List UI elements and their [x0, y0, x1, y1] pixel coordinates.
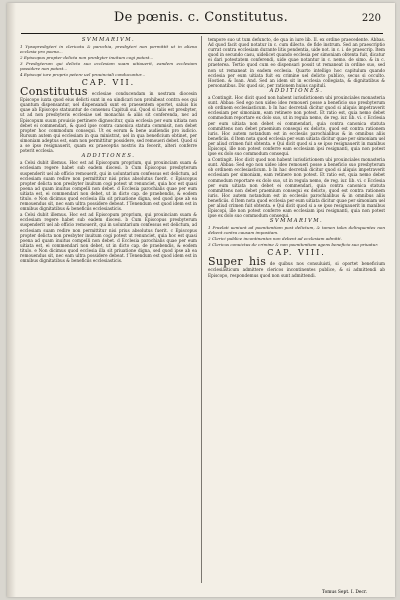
additions-title: ADDITIONES. — [81, 153, 136, 160]
column-separator — [201, 36, 202, 583]
summary-item: 4 Episcopi iure proprio petere uel prouinciali conducuntur... — [20, 72, 146, 78]
summary2-title: SVMMARIVM. — [269, 218, 324, 225]
incipit-word: Constitutus — [20, 85, 88, 99]
chapter2-text: de quibus nos consuluisti, si oportet beneficium ecclesiasticum admittere clericos incontinentes publice, & si admittendi ab Episcopo, respondemus quod non sunt admittendi. — [208, 261, 385, 278]
incipit2-word: Super his — [208, 255, 267, 269]
chapter-text: ecclesiae conducendam in uestram diocesin Episcopo iuxta quod eius delicti sunt in ea uindicari non prohibeat contra eos qui quantum dispensantur, uel dispensandi sunt ex praesentem oportet, saluis his quae ab Episcopo statuuntur de consensu Capituli sui. Quod si talis est presbyter, ut ad non presbyteris ecclesiae uel monachis & aliis sit conferenda, nec ad Episcopum suum prouisio pertinere dignoscitur, quia ecclesia per eum uitiata non debet ei commendari, & quod ipse contra canonica statuta commisit, non debet propter hoc commodum consequi. Ut ex eorum & bene audiendis pro iudicio. Rursum autem qui ecclesiam in qua ministrat, uel in qua beneficium obtinet, per simoniam adeptus est, eam non permittitur possidere, sed remoueri debet. Quod si a se ipso resignauerit, quam ex praeceptis nostris ita fecerit, alteri conferre poterit ecclesia. — [20, 91, 197, 154]
book-page — [7, 3, 395, 597]
summary-list — [20, 44, 197, 77]
page-gutter — [7, 3, 16, 597]
chapter2-body — [208, 256, 385, 277]
summary-item: 1 Ypsopresbyteri in clericatu & parochia, presbyteri non permittit ut in aliena ecclesia pro poena... — [20, 44, 197, 55]
chapter-body — [20, 86, 197, 153]
summary2-item: 2 Clerici publice incontinentes non debent ad ecclesiam admitti. — [208, 236, 342, 242]
additions-text: a Celsi dubit illemus. Hoc est ad Episcopum proprium, qui prouinciam suam & ecclesiam regere habet sub eadem diocesi. b Cum Episcopus presbyterum suspenderit uel ab officio remouerit, qui in uoluntarium confessus est delictum, ad ecclesiam suam redire non permittitur nisi prius absolutus fuerit. c Episcopus propter delicta non presbyter inuitum cogi potest ut renunciet, quia hoc est quasi poena ad quam inuitus compelli non debet. d Ecclesia parochialis quae per eum uitiata est, ei commendari non debet, ut in dicto cap. de praebendis, & eodem titulo. e Non dicimus quod ecclesia illa sit priuatione digna, sed quod ipse ab ea remouendus sit, nec eam ultra possidere debeat. f Tenendum est quod idem est in omnibus dignitatibus & beneficiis ecclesiasticis. — [20, 160, 197, 212]
summary2-list — [208, 225, 385, 247]
chapter2-heading: CAP. VIII. — [267, 248, 326, 258]
summary2-item: 3 Clericus conuictus de crimine & non poenitentiam agens beneficio suo priuatur. — [208, 242, 379, 248]
right-additions-title: ADDITIONES. — [269, 87, 324, 94]
right-additions-text: a Contingit. Hoc dicit quod non habent iurisdictionem ubi prouinciales monasteria sunt. Abbas: Sed ego non uideo ideo remoueri posse a beneficio suo presbyterum ob ordinem ecclesiasticum. b In hac decretali dicitur quod si aliquis impetraverit ecclesiam per simoniam, eam retinere non potest. Et ratio est, quia nemo debet commodum reportare ex dolo suo, ut in regula nemo, de reg. iur. lib. vi. c Ecclesia per eum uitiata non debet ei commendari, quia contra canonica statuta committens non debet praemium consequi ex delicto, quod est contra rationem iuris. Hoc autem notandum est in ecclesiis parochialibus & in omnibus aliis beneficiis. d Item nota quod ecclesia per eum uitiata dicitur quae per simoniam uel per aliud crimen fuit obtenta. e Qui dicit quod si a se ipso resignauerit in manibus Episcopi, ille non potest conferre eam ecclesiam ipsi resignanti, quia non potest ipse ex dolo suo commodum consequi. — [208, 95, 385, 157]
right-additions-text-continued: a Contingit. Hoc dicit quod non habent iurisdictionem ubi prouinciales monasteria sunt. Abbas: Sed ego non uideo ideo remoueri posse a beneficio suo presbyterum ob ordinem ecclesiasticum. b In hac decretali dicitur quod si aliquis impetraverit ecclesiam per simoniam, eam retinere non potest. Et ratio est, quia nemo debet commodum reportare ex dolo suo, ut in regula nemo, de reg. iur. lib. vi. c Ecclesia per eum uitiata non debet ei commendari, quia contra canonica statuta committens non debet praemium consequi ex delicto, quod est contra rationem iuris. Hoc autem notandum est in ecclesiis parochialibus & in omnibus aliis beneficiis. d Item nota quod ecclesia per eum uitiata dicitur quae per simoniam uel per aliud crimen fuit obtenta. e Qui dicit quod si a se ipso resignauerit in manibus Episcopi, ille non potest conferre eam ecclesiam ipsi resignanti, quia non potest ipse ex dolo suo commodum consequi. — [208, 157, 385, 219]
gloss-text: tempore suo ut tum defuncto, de qua in iure lib. II. ex ordine praecedente. Abbas. Ad quod facit quod notatur in c. cum dilecto. de fide instrum. Sed an praescriptio currat contra ecclesiam durante litis pendentia, uide not. in c. i. de praescrip. Item quod in secundo casu, uidelicet quando ecclesia per simoniam obtenta fuit, dicatur ei dari potestatem conferendi, uide quae notantur in c. nemo. de simo. & in c. praeterea. Tertio quod cum eo dispensari possit ut remaneat in ordine suo, sed non ut remaneat in eadem ecclesia. Quarto intelligo hoc capitulum quando ecclesia per eum uitiata fuit ex crimine uel delicto publico, secus si occulto. Hostien. & Ioan. And. Sed an idem sit in ecclesia collegiata, & dignitatibus & personatibus. Dic quod sic, per rationem huius capitulí. — [208, 37, 385, 88]
folio-number: 220 — [361, 13, 381, 24]
summary-item: 2 Episcopus propter delicta non presbyter inuitum cogi potest... — [20, 55, 154, 61]
additions-text-continued: a Celsi dubit illemus. Hoc est ad Episcopum proprium, qui prouinciam suam & ecclesiam regere habet sub eadem diocesi. b Cum Episcopus presbyterum suspenderit uel ab officio remouerit, qui in uoluntarium confessus est delictum, ad ecclesiam suam redire non permittitur nisi prius absolutus fuerit. c Episcopus propter delicta non presbyter inuitum cogi potest ut renunciet, quia hoc est quasi poena ad quam inuitus compelli non debet. d Ecclesia parochialis quae per eum uitiata est, ei commendari non debet, ut in dicto cap. de praebendis, & eodem titulo. e Non dicimus quod ecclesia illa sit priuatione digna, sed quod ipse ab ea remouendus sit, nec eam ultra possidere debeat. f Tenendum est quod idem est in omnibus dignitatibus & beneficiis ecclesiasticis. — [20, 212, 197, 264]
right-column — [208, 37, 385, 279]
page-header — [7, 7, 395, 31]
signature-mark: Tomus Sept. I. Decr. — [322, 590, 367, 595]
summary2-item: 1 Praelati ueniunt ad poenitentiam post delictum, & tamen tales delinquentes non debent contra causam impositam. — [208, 225, 385, 236]
left-column — [20, 37, 197, 264]
summary-item: 3 Presbyterum qui delicto suo ecclesiam suam uitiauerit, eandem ecclesiam possidere non potest... — [20, 61, 197, 72]
header-rule — [21, 33, 383, 34]
running-title: De pœnis. c. Constitutus. — [113, 10, 289, 25]
summary-title: SVMMARIVM. — [81, 37, 136, 43]
chapter-heading: CAP. VII. — [81, 78, 136, 88]
